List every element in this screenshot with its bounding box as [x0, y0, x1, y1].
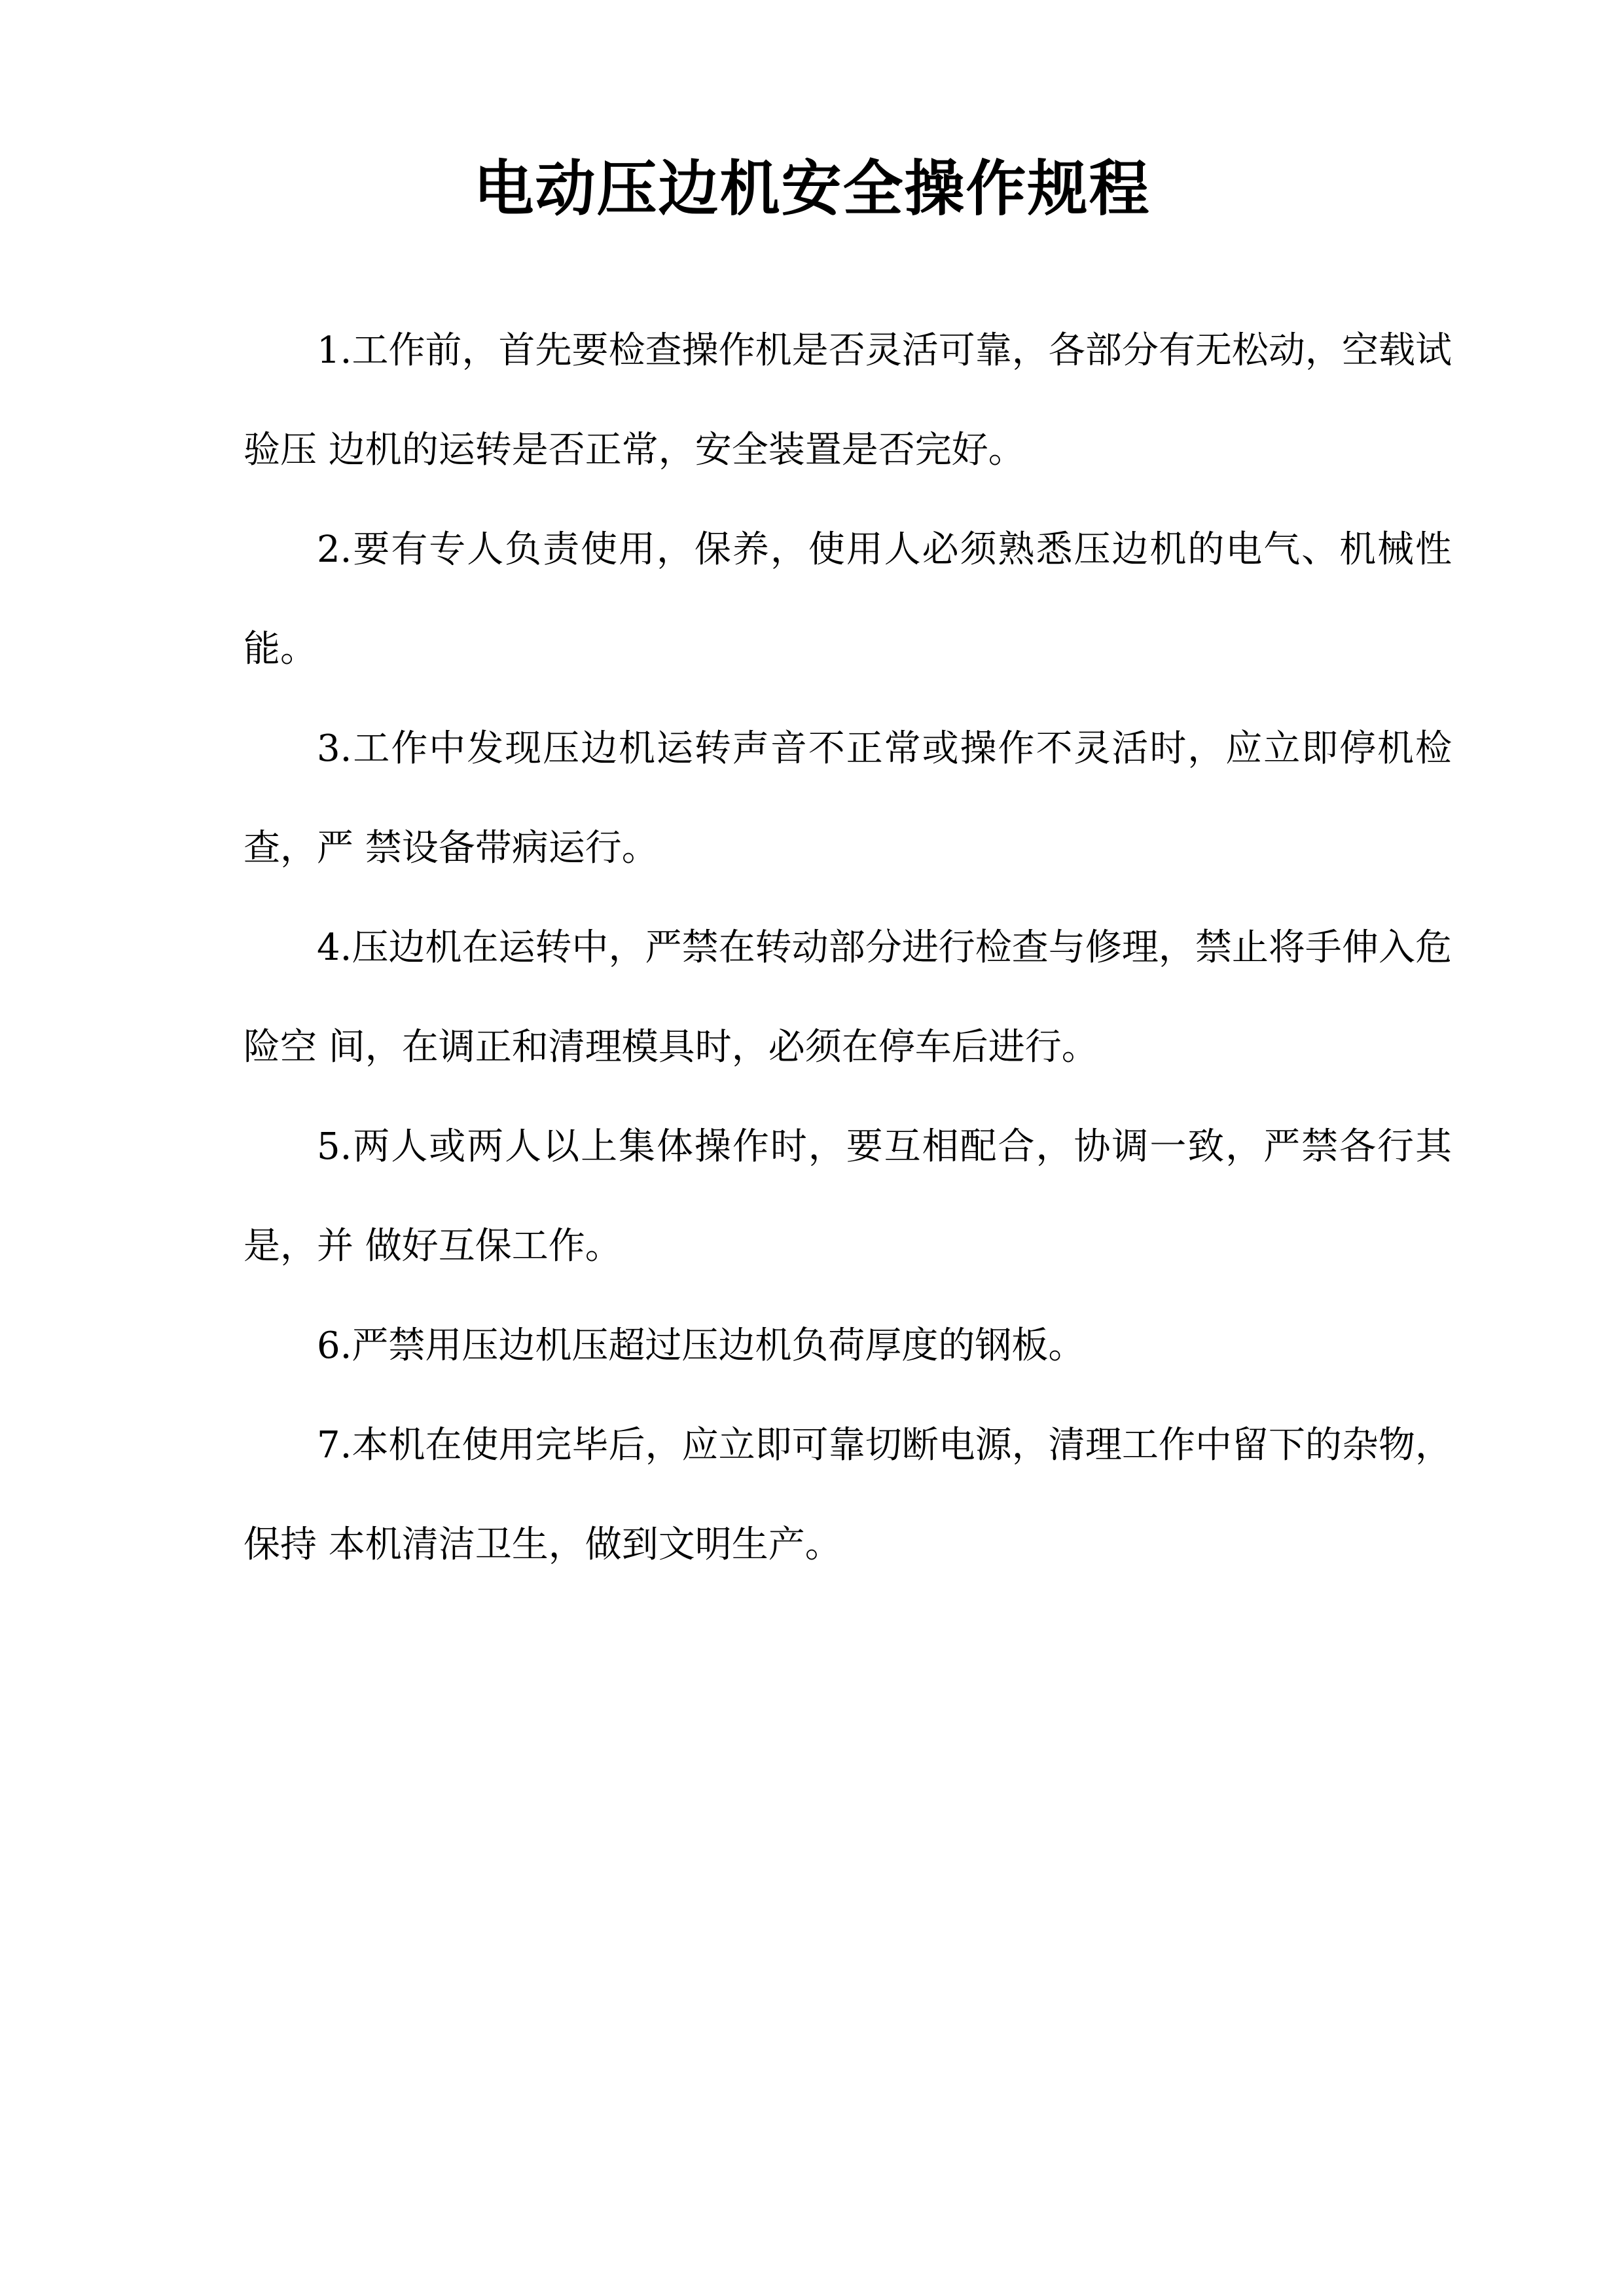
- rule-item-2: 2.要有专人负责使用，保养，使用人必须熟悉压边机的电气、机械性能。: [244, 528, 1452, 670]
- rule-item-3: 3.工作中发现压边机运转声音不正常或操作不灵活时，应立即停机检查，严 禁设备带病运行。: [244, 727, 1452, 869]
- rule-item-1: 1.工作前，首先要检查操作机是否灵活可靠，各部分有无松动，空载试验压 边机的运转是否正常，安全装置是否完好。: [244, 329, 1452, 471]
- rule-item-6: 6.严禁用压边机压超过压边机负荷厚度的钢板。: [317, 1324, 1085, 1367]
- rule-item-5: 5.两人或两人以上集体操作时，要互相配合，协调一致，严禁各行其是，并 做好互保工作。: [244, 1125, 1452, 1267]
- rule-item-7: 7.本机在使用完毕后，应立即可靠切断电源，清理工作中留下的杂物，保持 本机清洁卫生，做到文明生产。: [244, 1424, 1452, 1566]
- page-title: 电动压边机安全操作规程: [473, 153, 1151, 224]
- rules-body: [244, 301, 1452, 1595]
- rule-item-4: 4.压边机在运转中，严禁在转动部分进行检查与修理，禁止将手伸入危险空 间，在调正和清理模具时，必须在停车后进行。: [244, 926, 1452, 1068]
